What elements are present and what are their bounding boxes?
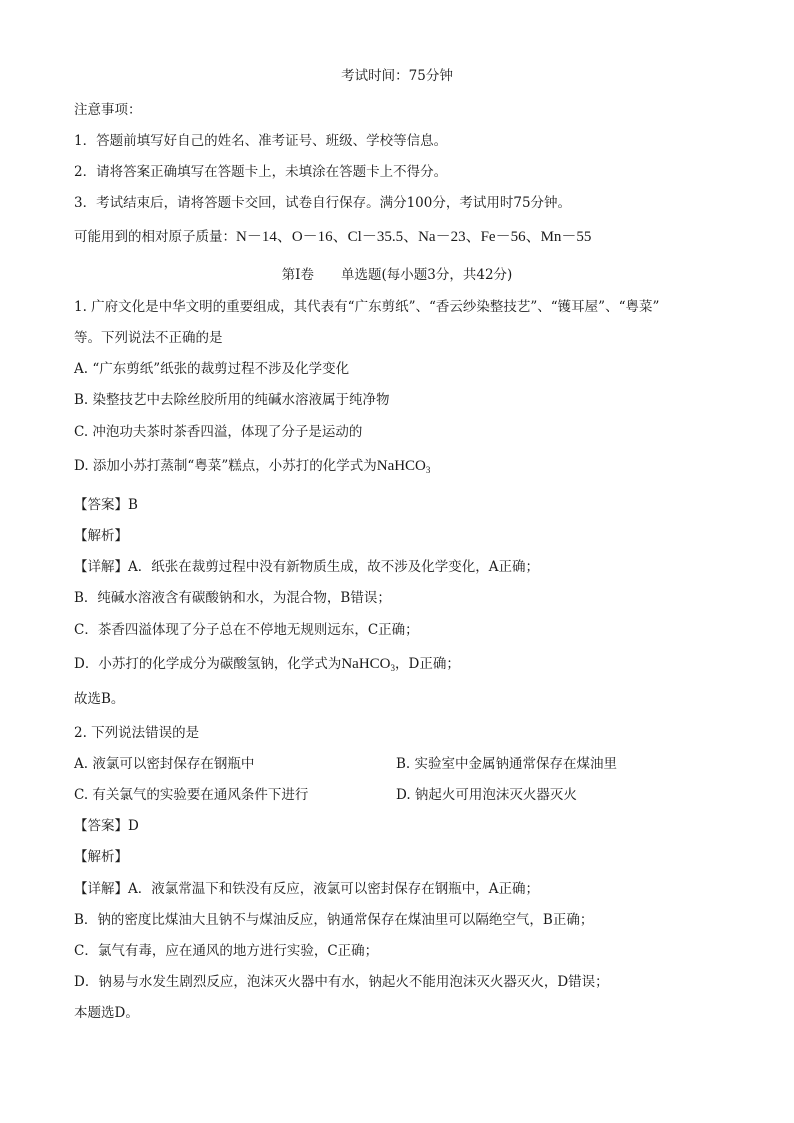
q2-analysis: 【解析】 (74, 849, 128, 865)
q1-detail-d-end: ，D正确； (395, 656, 460, 672)
q1-option-b: B. 染整技艺中去除丝胶所用的纯碱水溶液属于纯净物 (74, 392, 390, 408)
formula-subscript: 3 (425, 465, 431, 475)
q2-option-c: C. 有关氯气的实验要在通风条件下进行 (74, 787, 309, 803)
note-item-2: 2．请将答案正确填写在答题卡上，未填涂在答题卡上不得分。 (74, 164, 448, 180)
q1-detail-d-text: D．小苏打的化学成分为碳酸氢钠，化学式为 (74, 656, 342, 672)
q1-analysis: 【解析】 (74, 528, 128, 544)
q2-option-a: A. 液氯可以密封保存在钢瓶中 (74, 756, 255, 772)
detail-formula-nahco3 (341, 656, 395, 672)
q2-detail-a: 【详解】A．液氯常温下和铁没有反应，液氯可以密封保存在钢瓶中，A正确； (74, 881, 539, 897)
q1-option-d (74, 457, 430, 475)
exam-time: 考试时间：75分钟 (341, 68, 453, 84)
atomic-mass-values: N－14、O－16、Cl－35.5、Na－23、Fe－56、Mn－55 (236, 229, 592, 245)
atomic-mass-prefix: 可能用到的相对原子质量： (74, 229, 236, 245)
formula-main: NaHCO (376, 458, 426, 474)
q2-detail-d: D．钠易与水发生剧烈反应，泡沫灭火器中有水，钠起火不能用泡沫灭火器灭火，D错误； (74, 974, 609, 990)
q2-detail-b: B．钠的密度比煤油大且钠不与煤油反应，钠通常保存在煤油里可以隔绝空气，B正确； (74, 912, 594, 928)
q1-answer: 【答案】B (74, 497, 138, 513)
q1-option-c: C. 冲泡功夫茶时茶香四溢，体现了分子是运动的 (74, 424, 363, 440)
q1-detail-a: 【详解】A．纸张在裁剪过程中没有新物质生成，故不涉及化学变化，A正确； (74, 559, 539, 575)
q1-option-a: A. “广东剪纸”纸张的裁剪过程不涉及化学变化 (74, 361, 350, 377)
q2-option-d: D. 钠起火可用泡沫灭火器灭火 (396, 787, 577, 803)
detail-formula-main: NaHCO (341, 656, 391, 672)
q1-detail-d (74, 655, 460, 673)
note-item-1: 1．答题前填写好自己的姓名、准考证号、班级、学校等信息。 (74, 133, 448, 149)
q1-option-d-text: D. 添加小苏打蒸制“粤菜”糕点，小苏打的化学式为 (74, 458, 377, 474)
atomic-mass-line (74, 228, 591, 246)
note-item-3: 3．考试结束后，请将答题卡交回，试卷自行保存。满分100分，考试用时75分钟。 (74, 195, 572, 211)
q1-stem-line-1: 1. 广府文化是中华文明的重要组成，其代表有“广东剪纸”、“香云纱染整技艺”、“镬耳屋”、“粤菜” (74, 299, 660, 315)
q2-conclusion: 本题选D。 (74, 1005, 139, 1021)
q2-answer: 【答案】D (74, 818, 139, 834)
q2-stem: 2. 下列说法错误的是 (74, 725, 200, 741)
formula-nahco3 (377, 458, 431, 474)
q2-option-b: B. 实验室中金属钠通常保存在煤油里 (396, 756, 618, 772)
detail-formula-subscript: 3 (390, 663, 395, 673)
q1-detail-c: C．茶香四溢体现了分子总在不停地无规则远东，C正确； (74, 622, 419, 638)
notes-title: 注意事项： (74, 102, 142, 118)
section-title: 第Ⅰ卷 单选题(每小题3分，共42分) (281, 267, 513, 283)
q1-stem-line-2: 等。下列说法不正确的是 (74, 330, 223, 346)
q2-detail-c: C．氯气有毒，应在通风的地方进行实验，C正确； (74, 943, 379, 959)
q1-conclusion: 故选B。 (74, 691, 125, 707)
q1-detail-b: B．纯碱水溶液含有碳酸钠和水，为混合物，B错误； (74, 590, 391, 606)
